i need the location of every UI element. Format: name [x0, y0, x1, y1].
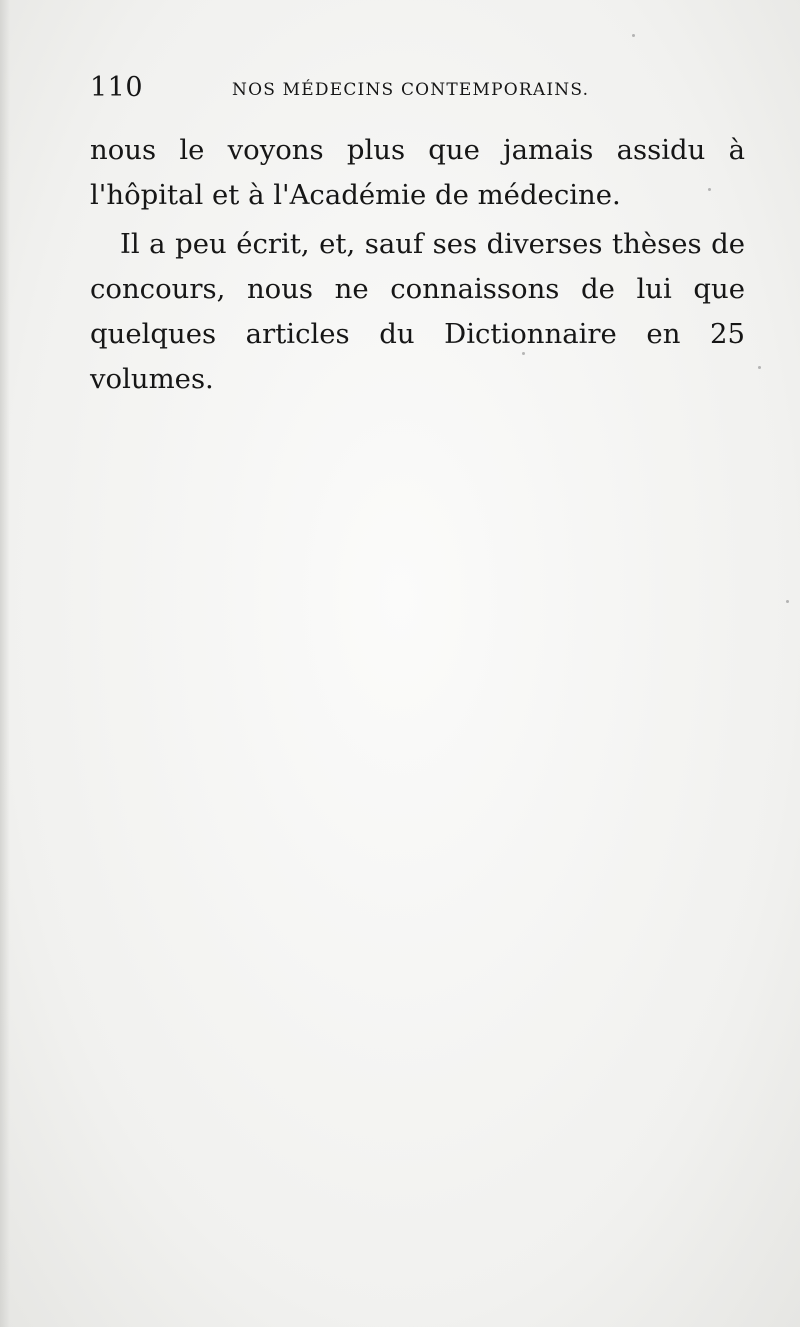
running-head: NOS MÉDECINS CONTEMPORAINS.	[232, 80, 590, 100]
paragraph-2: Il a peu écrit, et, sauf ses diverses thèses de concours, nous ne connaissons de lui que quelques articles du Dictionnaire en 25 volumes.	[90, 228, 745, 395]
paper-speck	[786, 600, 789, 603]
paragraph-1: nous le voyons plus que jamais assidu à l'hôpital et à l'Académie de médecine.	[90, 134, 745, 211]
body-text	[90, 128, 745, 402]
paper-speck	[758, 366, 761, 369]
page-number: 110	[90, 72, 144, 103]
page-header	[90, 72, 650, 112]
paper-speck	[708, 188, 711, 191]
paper-speck	[632, 34, 635, 37]
paper-speck	[522, 352, 525, 355]
page-edge-shadow	[0, 0, 10, 1327]
